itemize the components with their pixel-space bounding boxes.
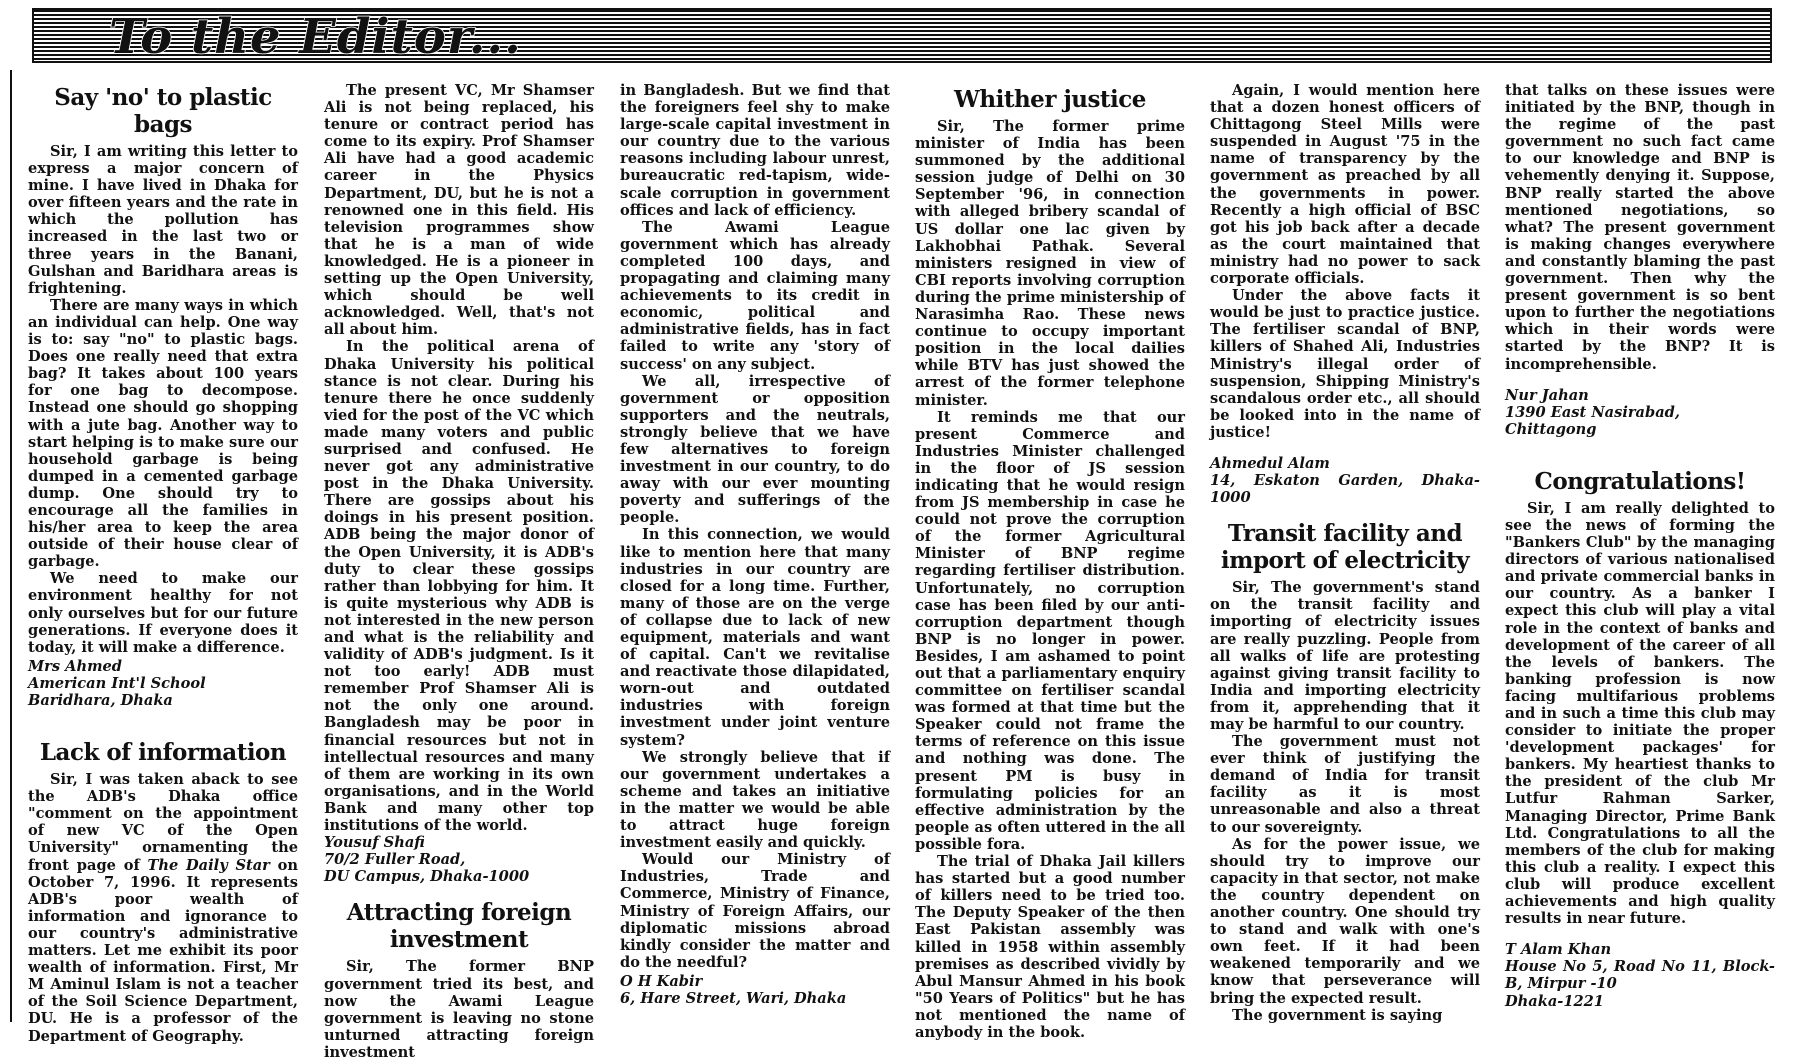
paragraph: Sir, The former BNP government tried its best, and now the Awami League government is leaving no stone unturned attracting foreign investment	[324, 958, 594, 1061]
signature-name: Ahmedul Alam	[1210, 454, 1330, 472]
signature-line: 6, Hare Street, Wari, Dhaka	[620, 989, 847, 1007]
signature-line: Dhaka-1221	[1505, 992, 1604, 1010]
spacer	[1505, 927, 1775, 941]
spacer	[28, 709, 298, 739]
signature-name: Nur Jahan	[1505, 386, 1589, 404]
spacer	[1505, 373, 1775, 387]
column-5	[1210, 82, 1480, 1032]
paragraph-text: on October 7, 1996. It represents ADB's poor wealth of information and ignorance to our country's administrative matters. Let me exhibit its poor wealth of information. First, Mr M Aminul Islam is not a teacher of the Soil Science Department, DU. He is a professor of the Department of Geography.	[28, 856, 298, 1045]
column-2	[324, 82, 594, 1061]
paragraph: The government is saying	[1232, 1006, 1443, 1024]
paragraph: We all, irrespective of government or opposition supporters and the neutrals, strongly believe that we have few alternatives to foreign investment in our country, to do away with our ever mounting poverty and sufferings of the people.	[620, 372, 890, 527]
column-4	[915, 82, 1185, 1041]
paragraph: The government must not ever think of justifying the demand of India for transit facility as it is most unreasonable and also a threat to our sovereignty.	[1210, 733, 1480, 836]
signature-name: Yousuf Shafi	[324, 834, 425, 852]
paragraph	[28, 771, 298, 1045]
signature-line: Chittagong	[1505, 420, 1597, 438]
paragraph: As for the power issue, we should try to improve our capacity in that sector, not make the country dependent on another country. One should try to stand and walk with one's own feet. If it had been weakened temporarily and we know that perseverance will bring the expected result.	[1210, 835, 1480, 1007]
column-3	[620, 82, 890, 1032]
paragraph: Would our Ministry of Industries, Trade and Commerce, Ministry of Finance, Ministry of Foreign Affairs, our diplomatic missions abroad kindly consider the matter and do the needful?	[620, 851, 890, 971]
paragraph: Sir, The government's stand on the transit facility and importing of electricity issues are really puzzling. People from all walks of life are protesting against giving transit facility to India and importing electricity from it, apprehending that it may be harmful to our country.	[1210, 579, 1480, 733]
signature-name: T Alam Khan	[1505, 941, 1612, 959]
headline-transit-facility: Transit facility and import of electricity	[1220, 520, 1470, 575]
spacer	[1210, 441, 1480, 455]
signature-line: 1390 East Nasirabad,	[1505, 403, 1680, 421]
paragraph: The present VC, Mr Shamser Ali is not being replaced, his tenure or contract period has come to its expiry. Prof Shamser Ali have had a good academic career in the Physics Department, DU, but he is not a renowned one in this field. His television programmes show that he is a man of wide knowledged. He is a pioneer in setting up the Open University, which should be well acknowledged. Well, that's not all about him.	[324, 82, 594, 339]
paragraph-text: Sir, I was taken aback to see the ADB's Dhaka office "comment on the appointment of new VC of the Open University" ornamenting the front page of	[28, 771, 298, 874]
paragraph: Sir, I am really delighted to see the news of forming the "Bankers Club" by the managing directors of various nationalised and private commercial banks in our country. As a banker I expect this club will play a vital role in the context of banks and development of the career of all the levels of bankers. The banking profession is now facing multifarious problems and in such a time this club may consider to initiate the proper 'development packages' for bankers. My heartiest thanks to the president of the club Mr Lutfur Rahman Sarker, Managing Director, Prime Bank Ltd. Congratulations to all the members of the club for making this club a reality. I expect this club will produce excellent achievements and high quality results in near future.	[1505, 499, 1775, 928]
banner	[32, 8, 1772, 63]
signature-line: House No 5, Road No 11, Block-B, Mirpur -10	[1505, 958, 1775, 993]
signature-name: O H Kabir	[620, 972, 703, 990]
paragraph: in Bangladesh. But we find that the foreigners feel shy to make large-scale capital investment in our country due to the various reasons including labour unrest, bureaucratic red-tapism, wide-scale corruption in government offices and lack of efficiency.	[620, 82, 890, 219]
newspaper-name: The Daily Star	[147, 856, 270, 874]
paragraph: that talks on these issues were initiated by the BNP, though in the regime of the past government no such fact came to our knowledge and BNP is vehemently denying it. Suppose, BNP really started the above mentioned negotiations, so what? The present government is making changes everywhere and constantly blaming the past government. Then why the present government is so bent upon to further the negotiations which in their words were started by the BNP? It is incomprehensible.	[1505, 82, 1775, 373]
paragraph: Sir, I am writing this letter to express a major concern of mine. I have lived in Dhaka for over fifteen years and the rate in which the pollution has increased in the last two or three years in the Banani, Gulshan and Baridhara areas is frightening.	[28, 143, 298, 297]
left-rule	[10, 70, 12, 1022]
spacer	[1210, 506, 1480, 520]
signature-line: 14, Eskaton Garden, Dhaka-1000	[1210, 472, 1480, 507]
signature-line: Baridhara, Dhaka	[28, 692, 173, 709]
signature-line: American Int'l School	[28, 674, 206, 692]
paragraph: In the political arena of Dhaka University his political stance is not clear. During his tenure there he once suddenly vied for the post of the VC which made many voters and public surprised and confused. He never got any administrative post in the Dhaka University. There are gossips about his doings in his present position. ADB being the major donor of the Open University, it is ADB's duty to clear these gossips rather than lobbying for him. It is quite mysterious why ADB is not interested in the new person and what is the reliability and validity of ADB's judgment. Is it not too early! ADB must remember Prof Shamser Ali is not the only one around. Bangladesh may be poor in financial resources but not in intellectual resources and many of them are working in its own organisations, and in the World Bank and many other top institutions of the world.	[324, 338, 594, 835]
paragraph: The Awami League government which has already completed 100 days, and propagating and claiming many achievements to its credit in economic, political and administrative fields, has in fact failed to write any 'story of success' on any subject.	[620, 218, 890, 373]
paragraph: Sir, The former prime minister of India has been summoned by the additional session judge of Delhi on 30 September '96, in connection with alleged bribery scandal of US dollar one lac given by Lakhobhai Pathak. Several ministers resigned in view of CBI reports involving corruption during the prime ministership of Narasimha Rao. These news continue to occupy important position in the local dailies while BTV has just showed the arrest of the former telephone minister.	[915, 118, 1185, 409]
paragraph: We need to make our environment healthy for not only ourselves but for our future generations. If everyone does it today, it will make a difference.	[28, 570, 298, 656]
signature-line: 70/2 Fuller Road,	[324, 851, 466, 869]
paragraph: In this connection, we would like to mention here that many industries in our country are closed for a long time. Further, many of those are on the verge of collapse due to lack of new equipment, materials and want of capital. Can't we revitalise and reactivate those dilapidated, worn-out and outdated industries with foreign investment under joint venture system?	[620, 526, 890, 749]
column-6	[1505, 82, 1775, 1032]
headline-attracting-foreign-investment: Attracting foreign investment	[346, 899, 572, 954]
headline-congratulations: Congratulations!	[1534, 467, 1746, 495]
spacer	[1505, 438, 1775, 468]
signature-name: Mrs Ahmed	[28, 657, 123, 675]
paragraph: There are many ways in which an individual can help. One way is to: say "no" to plastic bags. Does one really need that extra bag? It takes about 100 years for one bag to decompose. Instead one should go shopping with a jute bag. Another way to start helping is to make sure our household garbage is being dumped in a cemented garbage dump. One should try to encourage all the families in his/her area to keep the area outside of their house clear of garbage.	[28, 296, 298, 571]
paragraph: It reminds me that our present Commerce and Industries Minister challenged in the floor of JS session indicating that he would resign from JS membership in case he could not prove the corruption of the former Agricultural Minister of BNP regime regarding fertiliser distribution. Unfortunately, no corruption case has been filed by our anti-corruption department though BNP is no longer in power. Besides, I am ashamed to point out that a parliamentary enquiry committee on fertiliser scandal was formed at that time but the Speaker could not frame the terms of reference on this issue and nothing was done. The present PM is busy in formulating policies for an effective administration by the people as often uttered in the all possible fora.	[915, 408, 1185, 853]
spacer	[324, 885, 594, 899]
paragraph: We strongly believe that if our government undertakes a scheme and takes an initiative in the matter we would be able to attract huge foreign investment easily and quickly.	[620, 748, 890, 852]
banner-title: To the Editor...	[109, 9, 522, 65]
column-1	[28, 82, 298, 1045]
paragraph: The trial of Dhaka Jail killers has started but a good number of killers need to be tried too. The Deputy Speaker of the then East Pakistan assembly was killed in 1958 within assembly premises as described vividly by Abul Mansur Ahmed in his book "50 Years of Politics" but he has not mentioned the name of anybody in the book.	[915, 853, 1185, 1041]
headline-lack-of-information: Lack of information	[39, 739, 287, 767]
paragraph: Under the above facts it would be just to practice justice. The fertiliser scandal of BNP, killers of Shahed Ali, Industries Ministry's illegal order of suspension, Shipping Ministry's scandalous order etc., all should be looked into in the name of justice!	[1210, 287, 1480, 441]
headline-whither-justice: Whither justice	[954, 86, 1146, 113]
signature-line: DU Campus, Dhaka-1000	[324, 868, 530, 886]
headline-plastic-bags: Say 'no' to plastic bags	[54, 84, 272, 138]
paragraph: Again, I would mention here that a dozen honest officers of Chittagong Steel Mills were suspended in August '75 in the name of transparency by the government as preached by all the governments in power. Recently a high official of BSC got his job back after a decade as the court maintained that ministry had no power to sack corporate officials.	[1210, 82, 1480, 288]
